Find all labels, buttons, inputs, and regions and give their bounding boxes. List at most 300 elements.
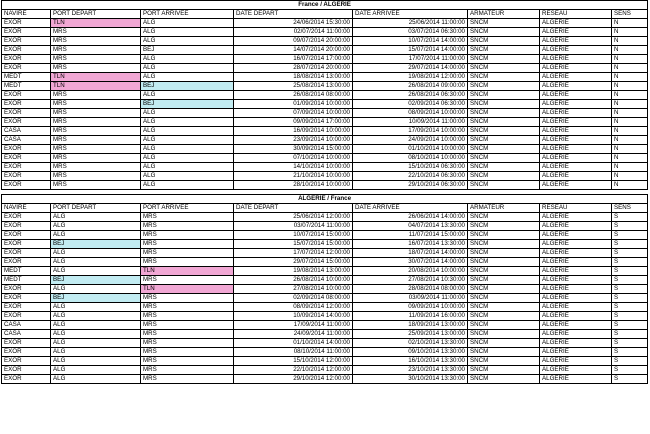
cell-date-depart: 02/09/2014 08:00:00 xyxy=(234,294,353,303)
cell-date-arrivee: 10/07/2014 14:00:00 xyxy=(353,37,468,46)
cell-armateur: SNCM xyxy=(468,46,540,55)
cell-sens: N xyxy=(612,91,648,100)
cell-port-arrivee: MRS xyxy=(141,339,234,348)
cell-port-arrivee: MRS xyxy=(141,231,234,240)
cell-sens: S xyxy=(612,240,648,249)
cell-date-arrivee: 26/08/2014 06:30:00 xyxy=(353,91,468,100)
cell-reseau: ALGERIE xyxy=(540,348,612,357)
cell-sens: N xyxy=(612,19,648,28)
cell-port-arrivee: MRS xyxy=(141,213,234,222)
cell-sens: N xyxy=(612,136,648,145)
table-row xyxy=(2,294,648,303)
cell-sens: N xyxy=(612,64,648,73)
cell-reseau: ALGERIE xyxy=(540,249,612,258)
cell-armateur: SNCM xyxy=(468,82,540,91)
cell-date-depart: 15/10/2014 12:00:00 xyxy=(234,357,353,366)
table-row xyxy=(2,303,648,312)
cell-navire: EXOR xyxy=(2,118,51,127)
table-row xyxy=(2,339,648,348)
cell-port-depart: ALG xyxy=(51,213,141,222)
cell-navire: EXOR xyxy=(2,222,51,231)
cell-armateur: SNCM xyxy=(468,285,540,294)
cell-port-arrivee: ALG xyxy=(141,127,234,136)
cell-armateur: SNCM xyxy=(468,366,540,375)
cell-armateur: SNCM xyxy=(468,163,540,172)
cell-navire: EXOR xyxy=(2,312,51,321)
cell-sens: S xyxy=(612,366,648,375)
table-row xyxy=(2,249,648,258)
cell-reseau: ALGERIE xyxy=(540,357,612,366)
cell-sens: N xyxy=(612,109,648,118)
cell-date-depart: 14/07/2014 20:00:00 xyxy=(234,46,353,55)
cell-port-depart: MRS xyxy=(51,91,141,100)
cell-date-arrivee: 20/08/2014 10:00:00 xyxy=(353,267,468,276)
cell-date-arrivee: 04/07/2014 13:30:00 xyxy=(353,222,468,231)
cell-sens: S xyxy=(612,213,648,222)
cell-port-arrivee: MRS xyxy=(141,222,234,231)
cell-sens: N xyxy=(612,118,648,127)
cell-date-depart: 02/07/2014 11:00:00 xyxy=(234,28,353,37)
cell-armateur: SNCM xyxy=(468,375,540,384)
cell-port-arrivee: ALG xyxy=(141,73,234,82)
table-row xyxy=(2,145,648,154)
cell-date-arrivee: 08/09/2014 10:00:00 xyxy=(353,109,468,118)
cell-date-depart: 26/08/2014 10:00:00 xyxy=(234,276,353,285)
cell-port-arrivee: BEJ xyxy=(141,82,234,91)
cell-port-arrivee: ALG xyxy=(141,118,234,127)
cell-armateur: SNCM xyxy=(468,357,540,366)
cell-port-arrivee: ALG xyxy=(141,136,234,145)
cell-reseau: ALGERIE xyxy=(540,154,612,163)
cell-sens: S xyxy=(612,339,648,348)
cell-navire: EXOR xyxy=(2,213,51,222)
cell-navire: MEDT xyxy=(2,276,51,285)
header-port-arrivee: PORT ARRIVEE xyxy=(141,10,234,19)
cell-port-arrivee: ALG xyxy=(141,181,234,190)
cell-date-depart: 07/10/2014 10:00:00 xyxy=(234,154,353,163)
cell-port-depart: ALG xyxy=(51,249,141,258)
cell-armateur: SNCM xyxy=(468,145,540,154)
cell-port-arrivee: ALG xyxy=(141,109,234,118)
cell-reseau: ALGERIE xyxy=(540,303,612,312)
cell-date-depart: 15/07/2014 15:00:00 xyxy=(234,240,353,249)
cell-port-depart: BEJ xyxy=(51,294,141,303)
cell-port-depart: ALG xyxy=(51,339,141,348)
cell-date-arrivee: 26/08/2014 09:00:00 xyxy=(353,82,468,91)
cell-navire: EXOR xyxy=(2,258,51,267)
cell-reseau: ALGERIE xyxy=(540,37,612,46)
header-port-arrivee: PORT ARRIVEE xyxy=(141,204,234,213)
cell-armateur: SNCM xyxy=(468,136,540,145)
cell-sens: N xyxy=(612,28,648,37)
cell-date-depart: 26/08/2014 08:00:00 xyxy=(234,91,353,100)
cell-port-depart: MRS xyxy=(51,28,141,37)
cell-date-arrivee: 10/09/2014 11:00:00 xyxy=(353,118,468,127)
cell-date-arrivee: 11/07/2014 15:00:00 xyxy=(353,231,468,240)
cell-sens: N xyxy=(612,163,648,172)
table-row xyxy=(2,348,648,357)
cell-port-arrivee: ALG xyxy=(141,64,234,73)
cell-sens: S xyxy=(612,303,648,312)
cell-armateur: SNCM xyxy=(468,222,540,231)
table-row xyxy=(2,163,648,172)
cell-armateur: SNCM xyxy=(468,55,540,64)
cell-port-depart: TLN xyxy=(51,82,141,91)
cell-date-arrivee: 02/10/2014 13:30:00 xyxy=(353,339,468,348)
table-row xyxy=(2,240,648,249)
cell-navire: EXOR xyxy=(2,55,51,64)
cell-date-arrivee: 02/09/2014 06:30:00 xyxy=(353,100,468,109)
cell-sens: S xyxy=(612,222,648,231)
cell-navire: MEDT xyxy=(2,267,51,276)
cell-port-arrivee: ALG xyxy=(141,172,234,181)
cell-port-depart: MRS xyxy=(51,136,141,145)
cell-reseau: ALGERIE xyxy=(540,312,612,321)
cell-reseau: ALGERIE xyxy=(540,172,612,181)
header-armateur: ARMATEUR xyxy=(468,10,540,19)
cell-date-arrivee: 22/10/2014 06:30:00 xyxy=(353,172,468,181)
header-navire: NAVIRE xyxy=(2,204,51,213)
cell-navire: EXOR xyxy=(2,28,51,37)
cell-port-arrivee: ALG xyxy=(141,19,234,28)
cell-date-depart: 29/07/2014 15:00:00 xyxy=(234,258,353,267)
cell-sens: N xyxy=(612,100,648,109)
cell-navire: MEDT xyxy=(2,73,51,82)
cell-navire: EXOR xyxy=(2,285,51,294)
table-row xyxy=(2,55,648,64)
cell-port-arrivee: TLN xyxy=(141,285,234,294)
header-row xyxy=(2,10,648,19)
cell-armateur: SNCM xyxy=(468,28,540,37)
cell-port-depart: ALG xyxy=(51,222,141,231)
cell-navire: EXOR xyxy=(2,145,51,154)
cell-sens: N xyxy=(612,82,648,91)
cell-sens: N xyxy=(612,46,648,55)
cell-port-arrivee: ALG xyxy=(141,91,234,100)
cell-armateur: SNCM xyxy=(468,37,540,46)
cell-navire: MEDT xyxy=(2,82,51,91)
cell-navire: EXOR xyxy=(2,249,51,258)
section-title: ALGERIE / France xyxy=(2,195,648,204)
cell-reseau: ALGERIE xyxy=(540,294,612,303)
cell-sens: S xyxy=(612,312,648,321)
cell-navire: EXOR xyxy=(2,240,51,249)
table-row xyxy=(2,136,648,145)
cell-date-arrivee: 15/10/2014 06:30:00 xyxy=(353,163,468,172)
cell-port-depart: ALG xyxy=(51,366,141,375)
table-row xyxy=(2,330,648,339)
cell-navire: CASA xyxy=(2,330,51,339)
header-sens: SENS xyxy=(612,10,648,19)
cell-armateur: SNCM xyxy=(468,91,540,100)
cell-port-arrivee: MRS xyxy=(141,375,234,384)
header-date-arrivee: DATE ARRIVEE xyxy=(353,10,468,19)
cell-date-arrivee: 11/09/2014 16:00:00 xyxy=(353,312,468,321)
table-row xyxy=(2,366,648,375)
cell-sens: S xyxy=(612,276,648,285)
cell-port-arrivee: ALG xyxy=(141,55,234,64)
cell-sens: N xyxy=(612,172,648,181)
cell-date-depart: 08/09/2014 12:00:00 xyxy=(234,303,353,312)
cell-port-depart: BEJ xyxy=(51,276,141,285)
cell-port-depart: MRS xyxy=(51,109,141,118)
cell-date-depart: 30/09/2014 15:00:00 xyxy=(234,145,353,154)
table-row xyxy=(2,37,648,46)
table-row xyxy=(2,82,648,91)
cell-date-depart: 23/09/2014 10:00:00 xyxy=(234,136,353,145)
cell-port-depart: MRS xyxy=(51,46,141,55)
cell-date-arrivee: 26/06/2014 14:00:00 xyxy=(353,213,468,222)
table-row xyxy=(2,64,648,73)
cell-armateur: SNCM xyxy=(468,118,540,127)
cell-reseau: ALGERIE xyxy=(540,145,612,154)
cell-port-arrivee: ALG xyxy=(141,145,234,154)
cell-date-arrivee: 16/10/2014 13:30:00 xyxy=(353,357,468,366)
table-row xyxy=(2,357,648,366)
table-row xyxy=(2,222,648,231)
cell-reseau: ALGERIE xyxy=(540,222,612,231)
header-date-depart: DATE DEPART xyxy=(234,204,353,213)
cell-sens: S xyxy=(612,249,648,258)
cell-date-arrivee: 19/08/2014 12:00:00 xyxy=(353,73,468,82)
table-france-algerie xyxy=(1,0,648,190)
cell-reseau: ALGERIE xyxy=(540,73,612,82)
cell-armateur: SNCM xyxy=(468,127,540,136)
cell-date-depart: 10/09/2014 14:00:00 xyxy=(234,312,353,321)
cell-date-arrivee: 27/08/2014 10:30:00 xyxy=(353,276,468,285)
table-row xyxy=(2,321,648,330)
cell-navire: EXOR xyxy=(2,100,51,109)
cell-port-arrivee: ALG xyxy=(141,28,234,37)
cell-port-depart: MRS xyxy=(51,154,141,163)
cell-reseau: ALGERIE xyxy=(540,339,612,348)
cell-date-depart: 14/10/2014 10:00:00 xyxy=(234,163,353,172)
cell-armateur: SNCM xyxy=(468,321,540,330)
cell-reseau: ALGERIE xyxy=(540,258,612,267)
cell-date-arrivee: 16/07/2014 13:30:00 xyxy=(353,240,468,249)
cell-sens: S xyxy=(612,375,648,384)
cell-port-arrivee: BEJ xyxy=(141,46,234,55)
cell-armateur: SNCM xyxy=(468,100,540,109)
cell-sens: N xyxy=(612,181,648,190)
cell-port-arrivee: MRS xyxy=(141,276,234,285)
table-row xyxy=(2,28,648,37)
header-navire: NAVIRE xyxy=(2,10,51,19)
cell-date-depart: 01/09/2014 10:00:00 xyxy=(234,100,353,109)
cell-date-depart: 09/09/2014 17:00:00 xyxy=(234,118,353,127)
cell-armateur: SNCM xyxy=(468,249,540,258)
header-date-depart: DATE DEPART xyxy=(234,10,353,19)
cell-port-arrivee: TLN xyxy=(141,267,234,276)
cell-armateur: SNCM xyxy=(468,294,540,303)
table-row xyxy=(2,375,648,384)
cell-date-arrivee: 23/10/2014 13:30:00 xyxy=(353,366,468,375)
cell-armateur: SNCM xyxy=(468,303,540,312)
cell-armateur: SNCM xyxy=(468,258,540,267)
cell-navire: EXOR xyxy=(2,231,51,240)
cell-port-arrivee: MRS xyxy=(141,330,234,339)
cell-armateur: SNCM xyxy=(468,240,540,249)
header-date-arrivee: DATE ARRIVEE xyxy=(353,204,468,213)
cell-armateur: SNCM xyxy=(468,330,540,339)
cell-armateur: SNCM xyxy=(468,213,540,222)
cell-reseau: ALGERIE xyxy=(540,19,612,28)
cell-navire: EXOR xyxy=(2,181,51,190)
cell-armateur: SNCM xyxy=(468,276,540,285)
cell-date-arrivee: 03/09/2014 11:00:00 xyxy=(353,294,468,303)
cell-date-arrivee: 18/07/2014 14:00:00 xyxy=(353,249,468,258)
cell-port-depart: MRS xyxy=(51,181,141,190)
table-row xyxy=(2,285,648,294)
cell-navire: EXOR xyxy=(2,163,51,172)
cell-port-depart: MRS xyxy=(51,55,141,64)
cell-date-depart: 25/08/2014 13:00:00 xyxy=(234,82,353,91)
cell-date-arrivee: 29/07/2014 14:00:00 xyxy=(353,64,468,73)
cell-sens: N xyxy=(612,145,648,154)
cell-reseau: ALGERIE xyxy=(540,366,612,375)
cell-navire: EXOR xyxy=(2,375,51,384)
table-row xyxy=(2,127,648,136)
table-row xyxy=(2,109,648,118)
cell-port-depart: ALG xyxy=(51,285,141,294)
cell-date-arrivee: 24/09/2014 10:00:00 xyxy=(353,136,468,145)
cell-date-depart: 07/09/2014 10:00:00 xyxy=(234,109,353,118)
cell-navire: EXOR xyxy=(2,46,51,55)
cell-date-depart: 29/10/2014 12:00:00 xyxy=(234,375,353,384)
cell-reseau: ALGERIE xyxy=(540,28,612,37)
cell-armateur: SNCM xyxy=(468,109,540,118)
cell-sens: S xyxy=(612,231,648,240)
cell-reseau: ALGERIE xyxy=(540,213,612,222)
cell-port-depart: ALG xyxy=(51,312,141,321)
cell-sens: S xyxy=(612,330,648,339)
cell-date-depart: 16/09/2014 10:00:00 xyxy=(234,127,353,136)
cell-port-arrivee: ALG xyxy=(141,37,234,46)
cell-date-depart: 28/07/2014 20:00:00 xyxy=(234,64,353,73)
cell-date-depart: 28/10/2014 10:00:00 xyxy=(234,181,353,190)
cell-port-arrivee: ALG xyxy=(141,154,234,163)
cell-date-depart: 21/10/2014 10:00:00 xyxy=(234,172,353,181)
header-armateur: ARMATEUR xyxy=(468,204,540,213)
cell-reseau: ALGERIE xyxy=(540,46,612,55)
cell-reseau: ALGERIE xyxy=(540,181,612,190)
cell-port-arrivee: MRS xyxy=(141,321,234,330)
cell-reseau: ALGERIE xyxy=(540,91,612,100)
cell-navire: CASA xyxy=(2,321,51,330)
cell-port-arrivee: MRS xyxy=(141,303,234,312)
cell-port-depart: ALG xyxy=(51,348,141,357)
cell-date-depart: 16/07/2014 17:00:00 xyxy=(234,55,353,64)
cell-navire: EXOR xyxy=(2,339,51,348)
table-algerie-france xyxy=(1,194,648,384)
cell-sens: N xyxy=(612,154,648,163)
cell-sens: S xyxy=(612,348,648,357)
cell-navire: EXOR xyxy=(2,37,51,46)
table-row xyxy=(2,231,648,240)
cell-navire: EXOR xyxy=(2,64,51,73)
header-reseau: RESEAU xyxy=(540,204,612,213)
cell-port-arrivee: MRS xyxy=(141,249,234,258)
cell-port-depart: ALG xyxy=(51,375,141,384)
cell-sens: N xyxy=(612,37,648,46)
cell-sens: S xyxy=(612,267,648,276)
cell-port-depart: ALG xyxy=(51,357,141,366)
cell-navire: EXOR xyxy=(2,172,51,181)
table-row xyxy=(2,312,648,321)
cell-reseau: ALGERIE xyxy=(540,55,612,64)
cell-reseau: ALGERIE xyxy=(540,163,612,172)
cell-navire: EXOR xyxy=(2,303,51,312)
cell-navire: EXOR xyxy=(2,294,51,303)
cell-date-depart: 19/08/2014 13:00:00 xyxy=(234,267,353,276)
cell-navire: EXOR xyxy=(2,357,51,366)
cell-navire: EXOR xyxy=(2,91,51,100)
table-row xyxy=(2,46,648,55)
cell-port-arrivee: MRS xyxy=(141,294,234,303)
cell-port-depart: ALG xyxy=(51,321,141,330)
cell-port-depart: MRS xyxy=(51,37,141,46)
table-row xyxy=(2,19,648,28)
cell-port-depart: MRS xyxy=(51,145,141,154)
cell-sens: S xyxy=(612,294,648,303)
cell-port-depart: MRS xyxy=(51,127,141,136)
cell-date-arrivee: 30/10/2014 13:30:00 xyxy=(353,375,468,384)
cell-date-arrivee: 15/07/2014 14:00:00 xyxy=(353,46,468,55)
cell-sens: N xyxy=(612,55,648,64)
cell-date-arrivee: 18/09/2014 13:00:00 xyxy=(353,321,468,330)
cell-navire: CASA xyxy=(2,127,51,136)
cell-navire: CASA xyxy=(2,136,51,145)
table-row xyxy=(2,258,648,267)
cell-port-depart: TLN xyxy=(51,73,141,82)
cell-port-depart: MRS xyxy=(51,64,141,73)
cell-date-depart: 24/09/2014 11:00:00 xyxy=(234,330,353,339)
cell-navire: EXOR xyxy=(2,154,51,163)
table-row xyxy=(2,213,648,222)
cell-date-arrivee: 25/06/2014 11:00:00 xyxy=(353,19,468,28)
cell-port-depart: MRS xyxy=(51,100,141,109)
cell-navire: EXOR xyxy=(2,109,51,118)
cell-date-arrivee: 28/08/2014 08:00:00 xyxy=(353,285,468,294)
cell-date-depart: 25/06/2014 12:00:00 xyxy=(234,213,353,222)
cell-date-depart: 24/06/2014 15:30:00 xyxy=(234,19,353,28)
cell-reseau: ALGERIE xyxy=(540,240,612,249)
cell-reseau: ALGERIE xyxy=(540,330,612,339)
cell-port-arrivee: MRS xyxy=(141,348,234,357)
cell-date-arrivee: 29/10/2014 06:30:00 xyxy=(353,181,468,190)
cell-date-depart: 10/07/2014 15:00:00 xyxy=(234,231,353,240)
cell-reseau: ALGERIE xyxy=(540,118,612,127)
cell-date-arrivee: 30/07/2014 14:00:00 xyxy=(353,258,468,267)
cell-armateur: SNCM xyxy=(468,348,540,357)
cell-sens: S xyxy=(612,321,648,330)
cell-armateur: SNCM xyxy=(468,181,540,190)
table-row xyxy=(2,73,648,82)
header-row xyxy=(2,204,648,213)
cell-armateur: SNCM xyxy=(468,64,540,73)
cell-date-depart: 17/09/2014 11:00:00 xyxy=(234,321,353,330)
cell-port-depart: BEJ xyxy=(51,240,141,249)
cell-navire: EXOR xyxy=(2,366,51,375)
table-row xyxy=(2,276,648,285)
cell-armateur: SNCM xyxy=(468,154,540,163)
cell-navire: EXOR xyxy=(2,348,51,357)
section-title: France / ALGERIE xyxy=(2,1,648,10)
cell-date-depart: 17/07/2014 12:00:00 xyxy=(234,249,353,258)
cell-date-depart: 01/10/2014 14:00:00 xyxy=(234,339,353,348)
cell-date-depart: 03/07/2014 11:00:00 xyxy=(234,222,353,231)
cell-date-depart: 18/08/2014 13:00:00 xyxy=(234,73,353,82)
